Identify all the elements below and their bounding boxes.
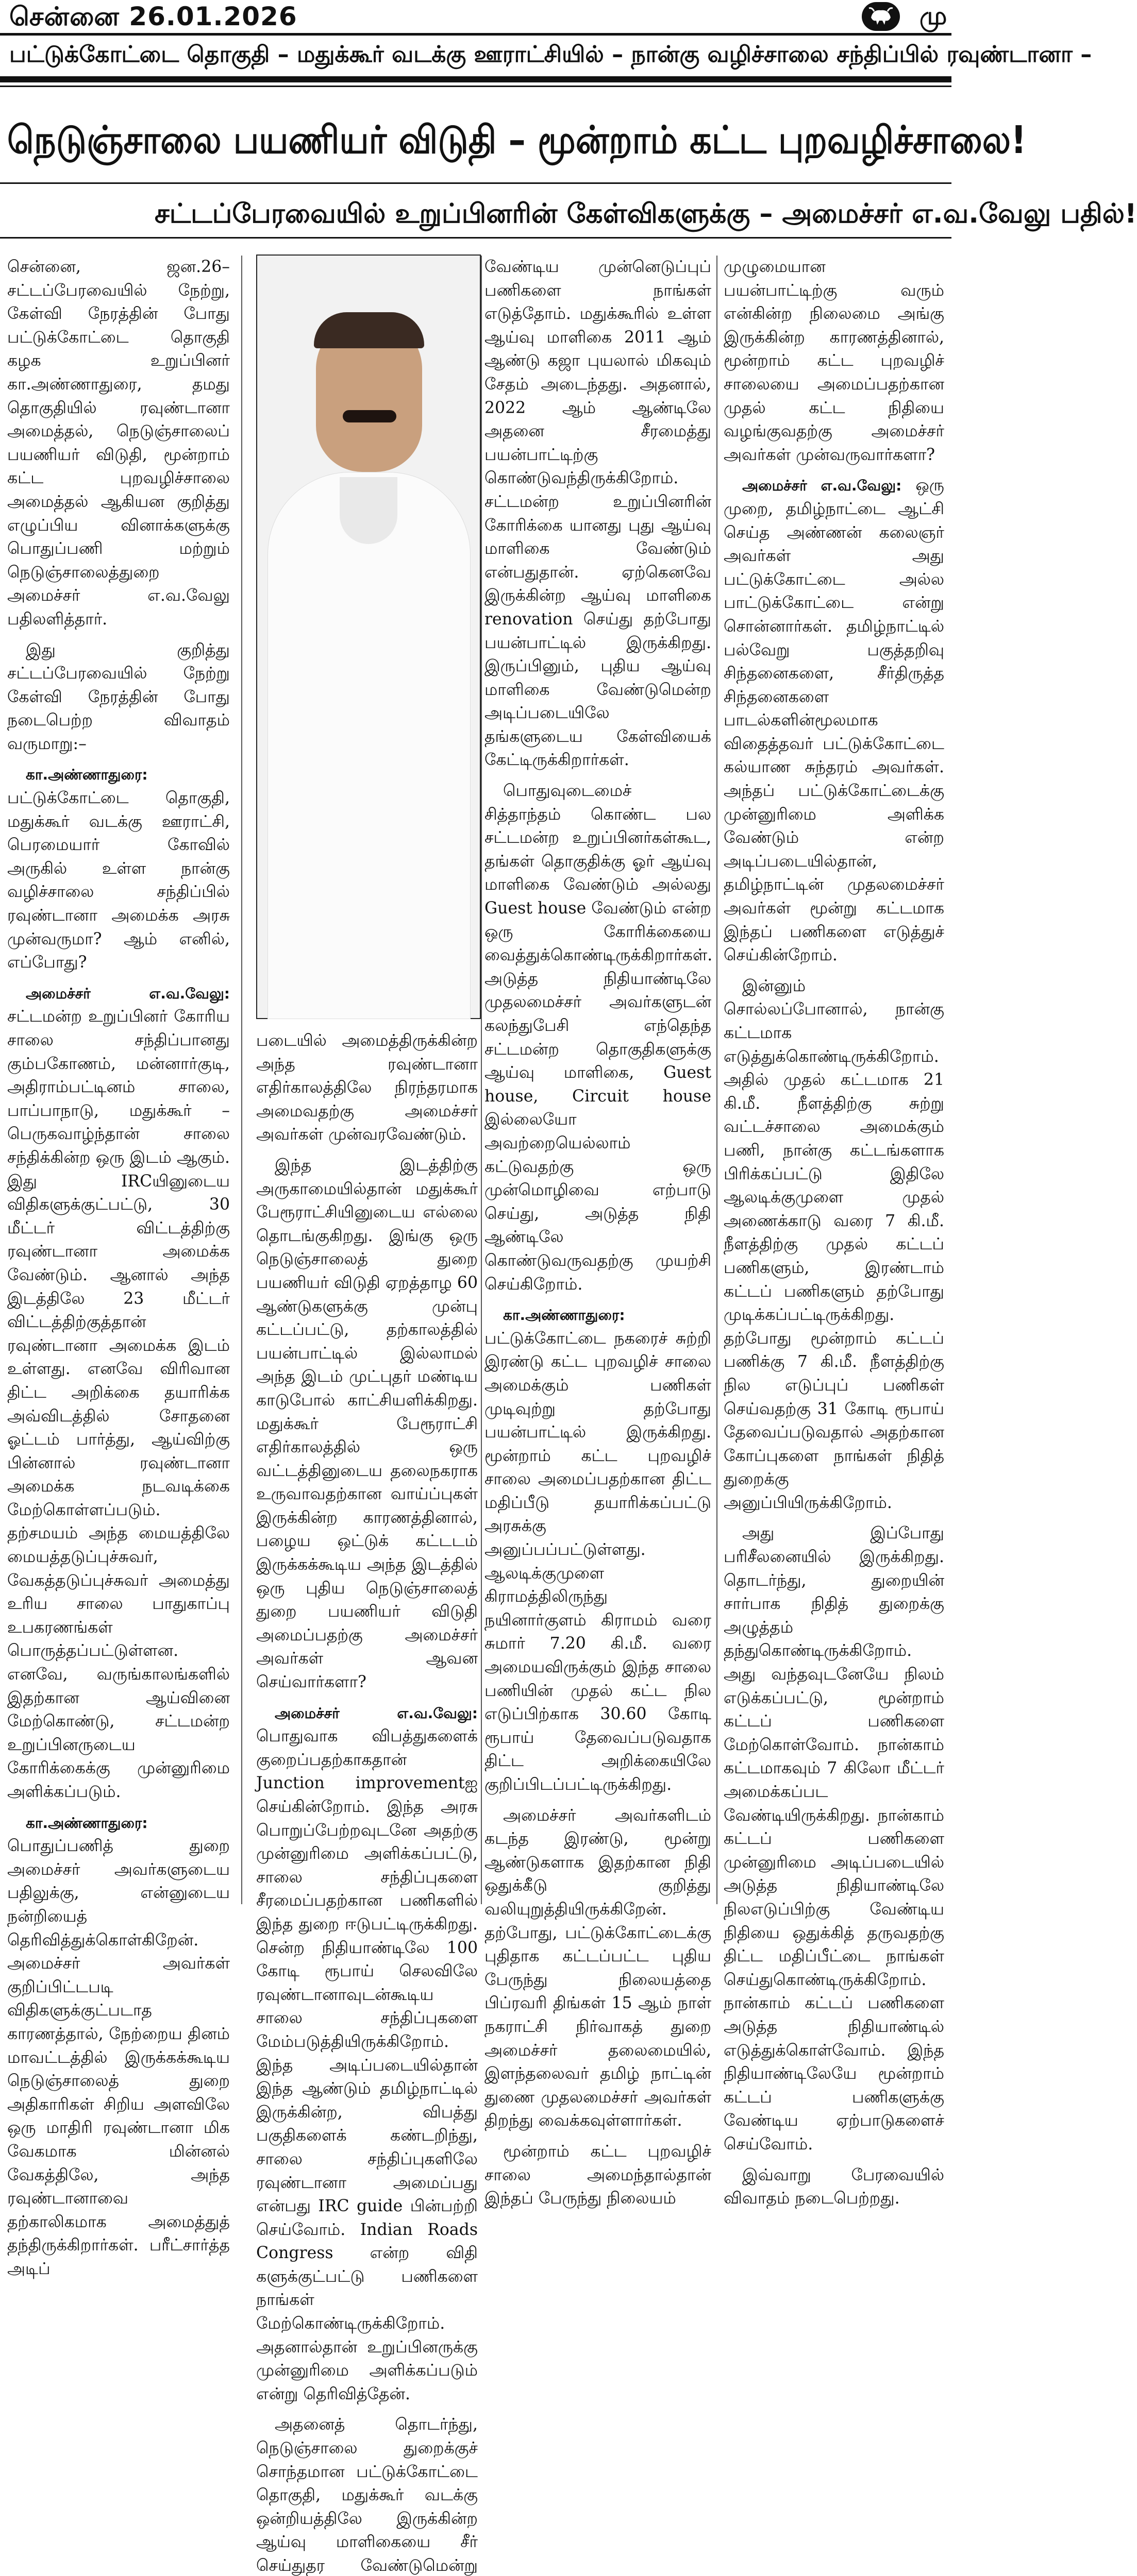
speaker-label: அமைச்சர் எ.வ.வேலு: bbox=[26, 985, 230, 1002]
paragraph: அமைச்சர் எ.வ.வேலு: சட்டமன்ற உறுப்பினர் கோரிய சாலை சந்திப்பானது கும்பகோணம், மன்னார்குடி, அதிராம்பட்டினம் சாலை, பாப்பாநாடு, மதுக்கூர் –பெருகவாழ்ந்தான் சாலை சந்திக்கின்ற ஒரு இடம் ஆகும். இது IRCயினுடைய விதிகளுக்குட்பட்டு, 30 மீட்டர் விட்டத்திற்கு ரவுண்டானா அமைக்க வேண்டும். ஆனால் அந்த இடத்திலே 23 மீட்டர் விட்டத்திற்குத்தான் ரவுண்டானா அமைக்க இடம் உள்ளது. எனவே விரிவான திட்ட அறிக்கை தயாரிக்க அவ்விடத்தில் சோதனை ஓட்டம் பார்த்து, ஆய்விற்கு பின்னால் ரவுண்டானா அமைக்க நடவடிக்கை மேற்கொள்ளப்படும். தற்சமயம் அந்த மையத்திலே மையத்தடுப்புச்சுவர், வேகத்தடுப்புச்சுவர் அமைத்து உரிய சாலை பாதுகாப்பு உபகரணங்கள் பொருத்தப்பட்டுள்ளன. எனவே, வருங்காலங்களில் இதற்கான ஆய்வினை மேற்கொண்டு, சட்டமன்ற உறுப்பினருடைய கோரிக்கைக்கு முன்னுரிமை அளிக்கப்படும். bbox=[7, 985, 230, 1801]
paragraph: அமைச்சர் எ.வ.வேலு: ஒரு முறை, தமிழ்நாட்டை ஆட்சி செய்த அண்ணன் கலைஞர் அவர்கள் அது பட்டுக்கோட்டை அல்ல பாட்டுக்கோட்டை என்று சொன்னார்கள். தமிழ்நாட்டில் பல்வேறு பகுத்தறிவு சிந்தனைகளை, சீர்திருத்த சிந்தனைகளை பாடல்களின்மூலமாக விதைத்தவர் பட்டுக்கோட்டை கல்யாண சுந்தரம் அவர்கள். அந்தப் பட்டுக்கோட்டைக்கு முன்னுரிமை அளிக்க வேண்டும் என்ற அடிப்படையில்தான், தமிழ்நாட்டின் முதலமைச்சர் அவர்கள் மூன்று கட்டமாக இந்தப் பணிகளை எடுத்துச் செய்கின்றோம். bbox=[724, 476, 944, 965]
paragraph: படையில் அமைத்திருக்கின்ற அந்த ரவுண்டானா எதிர்காலத்திலே நிரந்தரமாக அமைவதற்கு அமைச்சர் அவர்கள் முன்வரவேண்டும். bbox=[256, 1031, 478, 1144]
paragraph: மூன்றாம் கட்ட புறவழிச் சாலை அமைந்தால்தான் இந்தப் பேருந்து நிலையம் bbox=[484, 2142, 711, 2208]
article-column-2 bbox=[256, 1029, 478, 2575]
double-rule-top bbox=[0, 76, 951, 82]
article-column-1 bbox=[7, 256, 230, 2278]
column-rule-1 bbox=[241, 256, 242, 1904]
paragraph: பொதுவுடைமைச் சித்தாந்தம் கொண்ட பல சட்டமன்ற உறுப்பினர்கள்கூட, தங்கள் தொகுதிக்கு ஓர் ஆய்வு மாளிகை வேண்டும் அல்லது Guest house வேண்டும் என்ற ஒரு கோரிக்கையை வைத்துக்கொண்டிருக்கிறார்கள். அடுத்த நிதியாண்டிலே முதலமைச்சர் அவர்களுடன் கலந்துபேசி எந்தெந்த சட்டமன்ற தொகுதிகளுக்கு ஆய்வு மாளிகை, Guest house, Circuit house இல்லையோ அவற்றையெல்லாம் கட்டுவதற்கு ஒரு முன்மொழிவை எற்பாடு செய்து, அடுத்த நிதி ஆண்டிலே கொண்டுவருவதற்கு முயற்சி செய்கிறோம். bbox=[484, 782, 713, 1294]
edge-masthead-char: மு bbox=[919, 2, 947, 30]
paragraph: வேண்டிய முன்னெடுப்புப் பணிகளை நாங்கள் எடுத்தோம். மதுக்கூரில் உள்ள ஆய்வு மாளிகை 2011 ஆம் ஆண்டு கஜா புயலால் மிகவும் சேதம் அடைந்தது. அதனால், 2022 ஆம் ஆண்டிலே அதனை சீரமைத்து பயன்பாட்டிற்கு கொண்டுவந்திருக்கிறோம். சட்டமன்ற உறுப்பினரின் கோரிக்கை யானது புது ஆய்வு மாளிகை வேண்டும் என்பதுதான். ஏற்கெனவே இருக்கின்ற ஆய்வு மாளிகை renovation செய்து தற்போது பயன்பாட்டில் இருக்கிறது. இருப்பினும், புதிய ஆய்வு மாளிகை வேண்டுமென்ற அடிப்படையிலே தங்களுடைய கேள்வியைக் கேட்டிருக்கிறார்கள். bbox=[484, 258, 711, 770]
paragraph: அமைச்சர் அவர்களிடம் கடந்த இரண்டு, மூன்று ஆண்டுகளாக இதற்கான நிதி ஒதுக்கீடு குறித்து வலியுறுத்தியிருக்கிறேன். தற்போது, பட்டுக்கோட்டைக்கு புதிதாக கட்டப்பட்ட புதிய பேருந்து நிலையத்தை பிப்ரவரி திங்கள் 15 ஆம் நாள் நகராட்சி நிர்வாகத் துறை அமைச்சர் தலைமையில், இளந்தலைவர் தமிழ் நாட்டின் துணை முதலமைச்சர் அவர்கள் திறந்து வைக்கவுள்ளார்கள். bbox=[484, 1806, 711, 2130]
paragraph: கா.அண்ணாதுரை: பட்டுக்கோட்டை நகரைச் சுற்றி இரண்டு கட்ட புறவழிச் சாலை அமைக்கும் பணிகள் முடிவுற்று தற்போது பயன்பாட்டில் இருக்கிறது. மூன்றாம் கட்ட புறவழிச் சாலை அமைப்பதற்கான திட்ட மதிப்பீடு தயாரிக்கப்பட்டு அரசுக்கு அனுப்பப்பட்டுள்ளது. ஆலடிக்குமுளை கிராமத்திலிருந்து நயினார்குளம் கிராமம் வரை சுமார் 7.20 கி.மீ. வரை அமையவிருக்கும் இந்த சாலை பணியின் முதல் கட்ட நில எடுப்பிற்காக 30.60 கோடி ரூபாய் தேவைப்படுவதாக திட்ட அறிக்கையிலே குறிப்பிடப்பட்டிருக்கிறது. bbox=[484, 1307, 711, 1794]
paragraph: இவ்வாறு பேரவையில் விவாதம் நடைபெற்றது. bbox=[724, 2165, 944, 2208]
speaker-label: கா.அண்ணாதுரை: bbox=[26, 766, 148, 784]
headline: நெடுஞ்சாலை பயணியர் விடுதி – மூன்றாம் கட்ட புறவழிச்சாலை! bbox=[7, 118, 1027, 162]
minister-photo bbox=[256, 255, 481, 1019]
double-rule-top-thin bbox=[0, 86, 951, 87]
paragraph: சென்னை, ஜன.26– சட்டப்பேரவையில் நேற்று, கேள்வி நேரத்தின் போது பட்டுக்கோட்டை தொகுதி கழக உறுப்பினர் கா.அண்ணாதுரை, தமது தொகுதியில் ரவுண்டானா அமைத்தல், நெடுஞ்சாலைப் பயணியர் விடுதி, மூன்றாம் கட்ட புறவழிச்சாலை அமைத்தல் ஆகியன குறித்து எழுப்பிய வினாக்களுக்கு பொதுப்பணி மற்றும் நெடுஞ்சாலைத்துறை அமைச்சர் எ.வ.வேலு பதிலளித்தார். bbox=[7, 258, 230, 629]
paragraph: இது குறித்து சட்டப்பேரவையில் நேற்று கேள்வி நேரத்தின் போது நடைபெற்ற விவாதம் வருமாறு:– bbox=[7, 640, 230, 753]
paragraph: இந்த இடத்திற்கு அருகாமையில்தான் மதுக்கூர் பேரூராட்சியினுடைய எல்லை தொடங்குகிறது. இங்கு ஒரு நெடுஞ்சாலைத் துறை பயணியர் விடுதி ஏறத்தாழ 60 ஆண்டுகளுக்கு முன்பு கட்டப்பட்டு, தற்காலத்தில் பயன்பாட்டில் இல்லாமல் அந்த இடம் முட்புதர் மண்டிய காடுபோல் காட்சியளிக்கிறது. மதுக்கூர் பேரூராட்சி எதிர்காலத்தில் ஒரு வட்டத்தினுடைய தலைநகராக உருவாவதற்கான வாய்ப்புகள் இருக்கின்ற காரணத்தினால், பழைய ஒட்டுக் கட்டடம் இருக்கக்கூடிய அந்த இடத்தில் ஒரு புதிய நெடுஞ்சாலைத் துறை பயணியர் விடுதி அமைப்பதற்கு அமைச்சர் அவர்கள் ஆவன செய்வார்களா? bbox=[256, 1156, 478, 1692]
newspaper-logo-icon bbox=[862, 2, 900, 31]
dateline: சென்னை 26.01.2026 bbox=[9, 2, 297, 31]
paragraph: இன்னும் சொல்லப்போனால், நான்கு கட்டமாக எடுத்துக்கொண்டிருக்கிறோம். அதில் முதல் கட்டமாக 21 கி.மீ. நீளத்திற்கு சுற்று வட்டச்சாலை அமைக்கும் பணி, நான்கு கட்டங்களாக பிரிக்கப்பட்டு இதிலே ஆலடிக்குமுளை முதல் அணைக்காடு வரை 7 கி.மீ. நீளத்திற்கு முதல் கட்டப் பணிகளும், இரண்டாம் கட்டப் பணிகளும் தற்போது முடிக்கப்பட்டிருக்கிறது. தற்போது மூன்றாம் கட்டப் பணிக்கு 7 கி.மீ. நீளத்திற்கு நில எடுப்புப் பணிகள் செய்வதற்கு 31 கோடி ரூபாய் தேவைப்படுவதால் அதற்கான கோப்புகளை நாங்கள் நிதித் துறைக்கு அனுப்பியிருக்கிறோம். bbox=[724, 976, 944, 1512]
speaker-label: கா.அண்ணாதுரை: bbox=[503, 1307, 625, 1324]
subhead-rule-top bbox=[0, 182, 951, 184]
paragraph: அதனைத் தொடர்ந்து, நெடுஞ்சாலை துறைக்குச் சொந்தமான பட்டுக்கோட்டை தொகுதி, மதுக்கூர் வடக்கு ஒன்றியத்திலே இருக்கின்ற ஆய்வு மாளிகையை சீர் செய்துதர வேண்டுமென்று bbox=[256, 2415, 478, 2575]
article-column-4 bbox=[724, 256, 944, 2208]
paragraph: அமைச்சர் எ.வ.வேலு: பொதுவாக விபத்துகளைக் குறைப்பதற்காகதான் Junction improvementஐ செய்கின்றோம். இந்த அரசு பொறுப்பேற்றவுடனே அதற்கு முன்னுரிமை அளிக்கப்பட்டு, சாலை சந்திப்புகளை சீரமைப்பதற்கான பணிகளில் இந்த துறை ஈடுபட்டிருக்கிறது. சென்ற நிதியாண்டிலே 100 கோடி ரூபாய் செலவிலே ரவுண்டானாவுடன்கூடிய சாலை சந்திப்புகளை மேம்படுத்தியிருக்கிறோம். இந்த அடிப்படையில்தான் இந்த ஆண்டும் தமிழ்நாட்டில் இருக்கின்ற, விபத்து பகுதிகளைக் கண்டறிந்து, சாலை சந்திப்புகளிலே ரவுண்டானா அமைப்பது என்பது IRC guide பின்பற்றி செய்வோம். Indian Roads Congress என்ற விதி களுக்குட்பட்டு பணிகளை நாங்கள் மேற்கொண்டிருக்கிறோம். அதனால்தான் உறுப்பினருக்கு முன்னுரிமை அளிக்கப்படும் என்று தெரிவித்தேன். bbox=[256, 1704, 478, 2403]
kicker-line: பட்டுக்கோட்டை தொகுதி – மதுக்கூர் வடக்கு ஊராட்சியில் – நான்கு வழிச்சாலை சந்திப்பில் ரவுண்டானா – bbox=[9, 41, 1092, 67]
speaker-label: அமைச்சர் எ.வ.வேலு: bbox=[742, 477, 902, 495]
masthead bbox=[0, 0, 951, 36]
article-column-3 bbox=[484, 256, 713, 2208]
paragraph: அது இப்போது பரிசீலனையில் இருக்கிறது. தொடர்ந்து, துறையின் சார்பாக நிதித் துறைக்கு அழுத்தம் தந்துகொண்டிருக்கிறோம். அது வந்தவுடனேயே நிலம் எடுக்கப்பட்டு, மூன்றாம் கட்டப் பணிகளை மேற்கொள்வோம். நான்காம் கட்டமாகவும் 7 கிலோ மீட்டர் அமைக்கப்பட வேண்டியிருக்கிறது. நான்காம் கட்டப் பணிகளை முன்னுரிமை அடிப்படையில் அடுத்த நிதியாண்டிலே நிலஎடுப்பிற்கு வேண்டிய நிதியை ஒதுக்கித் தருவதற்கு திட்ட மதிப்பீட்டை நாங்கள் செய்துகொண்டிருக்கிறோம். நான்காம் கட்டப் பணிகளை அடுத்த நிதியாண்டில் எடுத்துக்கொள்வோம். இந்த நிதியாண்டிலேயே மூன்றாம் கட்டப் பணிகளுக்கு வேண்டிய ஏற்பாடுகளைச் செய்வோம். bbox=[724, 1524, 944, 2154]
subhead: சட்டப்பேரவையில் உறுப்பினரின் கேள்விகளுக்கு – அமைச்சர் எ.வ.வேலு பதில்! bbox=[155, 198, 1137, 229]
paragraph: கா.அண்ணாதுரை: பட்டுக்கோட்டை தொகுதி, மதுக்கூர் வடக்கு ஊராட்சி, பெரமையார் கோவில் அருகில் உள்ள நான்கு வழிச்சாலை சந்திப்பில் ரவுண்டானா அமைக்க அரசு முன்வருமா? ஆம் எனில், எப்போது? bbox=[7, 766, 230, 972]
subhead-rule-bottom bbox=[0, 237, 951, 239]
speaker-label: அமைச்சர் எ.வ.வேலு: bbox=[275, 1704, 478, 1722]
speaker-label: கா.அண்ணாதுரை: bbox=[26, 1814, 148, 1832]
paragraph: முழுமையான பயன்பாட்டிற்கு வரும் என்கின்ற நிலைமை அங்கு இருக்கின்ற காரணத்தினால், மூன்றாம் கட்ட புறவழிச் சாலையை அமைப்பதற்கான முதல் கட்ட நிதியை வழங்குவதற்கு அமைச்சர் அவர்கள் முன்வருவார்களா? bbox=[724, 258, 944, 464]
column-rule-2 bbox=[481, 256, 482, 1904]
bull-icon bbox=[862, 2, 900, 31]
column-rule-3 bbox=[716, 256, 717, 1904]
paragraph: கா.அண்ணாதுரை: பொதுப்பணித் துறை அமைச்சர் அவர்களுடைய பதிலுக்கு, என்னுடைய நன்றியைத் தெரிவித்துக்கொள்கிறேன். அமைச்சர் அவர்கள் குறிப்பிட்டபடி விதிகளுக்குட்படாத காரணத்தால், நேற்றைய தினம் மாவட்டத்தில் இருக்கக்கூடிய நெடுஞ்சாலைத் துறை அதிகாரிகள் சிறிய அளவிலே ஒரு மாதிரி ரவுண்டானா மிக வேகமாக மின்னல் வேகத்திலே, அந்த ரவுண்டானாவை தற்காலிகமாக அமைத்துத் தந்திருக்கிறார்கள். பரீட்சார்த்த அடிப் bbox=[7, 1814, 230, 2278]
